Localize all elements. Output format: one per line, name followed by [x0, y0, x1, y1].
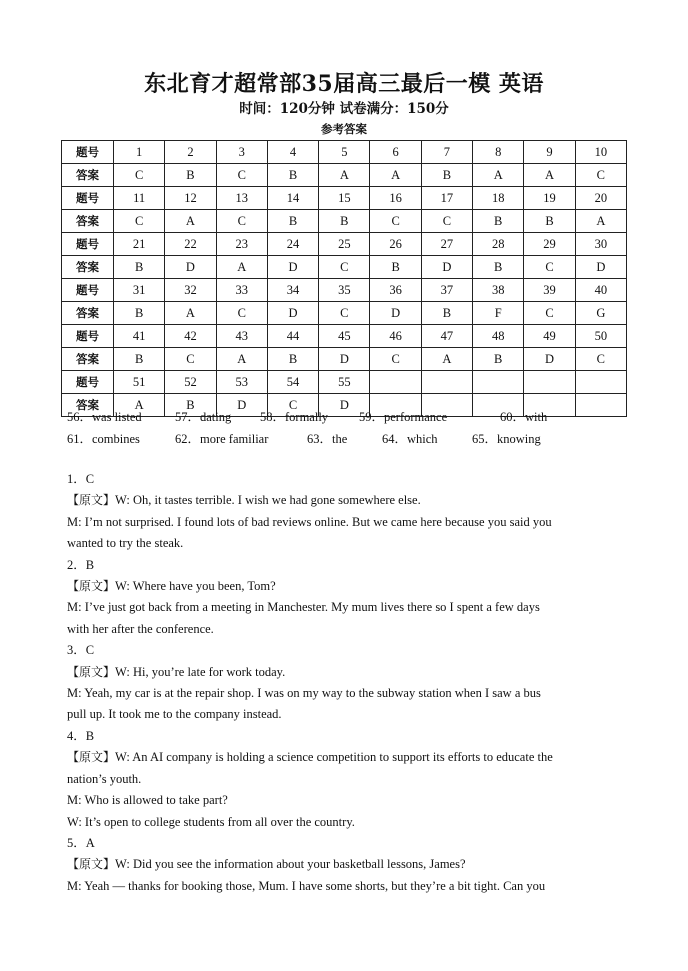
table-cell: A	[319, 164, 370, 187]
table-cell: B	[165, 394, 216, 417]
transcript-line	[67, 597, 623, 618]
table-cell: 51	[114, 371, 165, 394]
table-row	[62, 210, 627, 233]
source-tag: 【原文】	[67, 579, 116, 594]
table-cell: 6	[370, 141, 421, 164]
table-cell: 8	[473, 141, 524, 164]
table-cell: A	[165, 302, 216, 325]
table-cell: 49	[524, 325, 575, 348]
page-title: 东北育才超常部35届高三最后一模 英语	[144, 71, 544, 97]
table-cell: 30	[575, 233, 626, 256]
table-cell: D	[421, 256, 472, 279]
table-cell: C	[216, 210, 267, 233]
fill-in-answer: 56．was listed	[67, 410, 142, 424]
table-cell: B	[114, 256, 165, 279]
row-header-cell: 题号	[62, 279, 114, 302]
table-cell: 18	[473, 187, 524, 210]
table-cell: B	[267, 164, 318, 187]
table-cell: 41	[114, 325, 165, 348]
transcript-line	[67, 704, 623, 725]
table-cell: C	[216, 302, 267, 325]
table-cell: 26	[370, 233, 421, 256]
row-header-cell: 答案	[62, 394, 114, 417]
table-cell: 21	[114, 233, 165, 256]
table-cell: B	[421, 164, 472, 187]
table-cell: 16	[370, 187, 421, 210]
transcript-line	[67, 790, 623, 811]
table-row	[62, 302, 627, 325]
row-header-cell: 题号	[62, 141, 114, 164]
table-cell: 24	[267, 233, 318, 256]
exam-info: 时间：120分钟 试卷满分：150分	[239, 101, 449, 117]
transcript-text: W: Where have you been, Tom?	[115, 579, 276, 594]
fill-in-answer: 65．knowing	[472, 432, 541, 446]
fill-in-answer: 63．the	[307, 432, 348, 446]
table-cell	[421, 371, 472, 394]
table-cell: C	[216, 164, 267, 187]
row-header-cell: 答案	[62, 348, 114, 371]
table-cell: F	[473, 302, 524, 325]
transcript-text: M: I’m not surprised. I found lots of bad reviews online. But we came here because you said you	[67, 514, 552, 529]
transcript-line	[67, 876, 623, 897]
table-row	[62, 371, 627, 394]
transcript-text: W: Hi, you’re late for work today.	[115, 664, 286, 679]
transcript-text: W: Did you see the information about your basketball lessons, James?	[115, 857, 466, 872]
table-cell: 5	[319, 141, 370, 164]
table-cell: 23	[216, 233, 267, 256]
table-cell: A	[575, 210, 626, 233]
table-cell: B	[114, 302, 165, 325]
table-cell: 13	[216, 187, 267, 210]
row-header-cell: 题号	[62, 233, 114, 256]
table-cell: B	[421, 302, 472, 325]
transcript-line	[67, 533, 623, 554]
table-cell: 44	[267, 325, 318, 348]
table-row	[62, 141, 627, 164]
table-row	[62, 348, 627, 371]
source-tag: 【原文】	[67, 493, 116, 508]
table-cell: B	[267, 210, 318, 233]
table-cell: A	[524, 164, 575, 187]
table-cell: 32	[165, 279, 216, 302]
table-cell: B	[524, 210, 575, 233]
table-cell: 39	[524, 279, 575, 302]
table-cell: 33	[216, 279, 267, 302]
table-cell: 31	[114, 279, 165, 302]
table-cell: C	[370, 348, 421, 371]
answer-number: 1．C	[67, 472, 95, 486]
table-cell: C	[370, 210, 421, 233]
table-cell: C	[165, 348, 216, 371]
table-cell: 22	[165, 233, 216, 256]
transcript-text: nation’s youth.	[67, 771, 142, 786]
listening-scripts	[67, 469, 623, 897]
table-cell: 20	[575, 187, 626, 210]
table-cell: A	[114, 394, 165, 417]
table-cell: 37	[421, 279, 472, 302]
table-cell: 28	[473, 233, 524, 256]
table-cell	[473, 371, 524, 394]
table-cell: 2	[165, 141, 216, 164]
table-cell: G	[575, 302, 626, 325]
table-cell: 7	[421, 141, 472, 164]
table-cell: C	[524, 302, 575, 325]
row-header-cell: 答案	[62, 210, 114, 233]
answer-number: 5．A	[67, 835, 95, 850]
transcript-line	[67, 683, 623, 704]
table-cell: C	[114, 164, 165, 187]
table-cell	[575, 394, 626, 417]
table-cell: 25	[319, 233, 370, 256]
answer-number: 2．B	[67, 557, 95, 572]
table-cell: C	[421, 210, 472, 233]
source-tag: 【原文】	[67, 857, 116, 872]
transcript-text: M: Yeah, my car is at the repair shop. I was on my way to the subway station when I saw a bus	[67, 686, 541, 701]
table-cell: D	[267, 302, 318, 325]
transcript-text: with her after the conference.	[67, 621, 214, 636]
table-cell	[370, 371, 421, 394]
table-cell: 55	[319, 371, 370, 394]
transcript-line	[67, 854, 623, 875]
source-tag: 【原文】	[67, 750, 116, 765]
table-cell: C	[319, 256, 370, 279]
table-cell: A	[473, 164, 524, 187]
table-cell: 4	[267, 141, 318, 164]
table-cell: D	[216, 394, 267, 417]
table-cell: C	[575, 164, 626, 187]
fill-in-answer: 59．performance	[359, 410, 448, 424]
table-row	[62, 233, 627, 256]
table-cell: D	[319, 394, 370, 417]
table-cell: B	[473, 210, 524, 233]
table-cell: D	[575, 256, 626, 279]
table-cell: B	[473, 348, 524, 371]
transcript-line	[67, 747, 623, 768]
table-cell: A	[216, 348, 267, 371]
table-cell: 38	[473, 279, 524, 302]
table-cell: 9	[524, 141, 575, 164]
table-cell: D	[319, 348, 370, 371]
table-cell: 42	[165, 325, 216, 348]
table-cell: D	[370, 302, 421, 325]
table-cell: 46	[370, 325, 421, 348]
fill-in-answer: 58．formally	[260, 410, 329, 424]
table-cell: A	[370, 164, 421, 187]
transcript-text: M: Yeah — thanks for booking those, Mum. I have some shorts, but they’re a bit tight. Can you	[67, 878, 546, 893]
table-cell: C	[267, 394, 318, 417]
table-cell: 10	[575, 141, 626, 164]
table-cell: A	[216, 256, 267, 279]
table-cell: C	[319, 302, 370, 325]
table-cell: 11	[114, 187, 165, 210]
row-header-cell: 题号	[62, 187, 114, 210]
transcript-line	[67, 619, 623, 640]
transcript-text: W: An AI company is holding a science competition to support its efforts to educate the	[115, 750, 553, 765]
transcript-text: wanted to try the steak.	[67, 536, 184, 551]
answers-heading: 参考答案	[321, 122, 367, 136]
table-cell: 43	[216, 325, 267, 348]
table-cell: B	[370, 256, 421, 279]
row-header-cell: 答案	[62, 164, 114, 187]
table-cell: 53	[216, 371, 267, 394]
table-cell: 12	[165, 187, 216, 210]
table-cell: 48	[473, 325, 524, 348]
transcript-line	[67, 769, 623, 790]
transcript-line	[67, 812, 623, 833]
table-cell: 40	[575, 279, 626, 302]
table-cell: 52	[165, 371, 216, 394]
table-cell: B	[473, 256, 524, 279]
table-cell: 19	[524, 187, 575, 210]
table-cell: C	[524, 256, 575, 279]
fill-in-answer: 64．which	[382, 432, 438, 446]
table-cell: 17	[421, 187, 472, 210]
transcript-text: M: I’ve just got back from a meeting in Manchester. My mum lives there so I spent a few days	[67, 600, 540, 615]
row-header-cell: 题号	[62, 325, 114, 348]
table-cell: A	[165, 210, 216, 233]
transcript-line	[67, 512, 623, 533]
fill-in-answer: 61．combines	[67, 432, 140, 446]
transcript-text: W: Oh, it tastes terrible. I wish we had gone somewhere else.	[115, 493, 421, 508]
transcript-line	[67, 490, 623, 511]
table-row	[62, 279, 627, 302]
table-cell: D	[524, 348, 575, 371]
row-header-cell: 题号	[62, 371, 114, 394]
table-cell	[524, 371, 575, 394]
table-cell: 36	[370, 279, 421, 302]
table-cell: C	[575, 348, 626, 371]
transcript-text: pull up. It took me to the company instead.	[67, 707, 282, 722]
transcript-line	[67, 662, 623, 683]
table-cell: C	[114, 210, 165, 233]
transcript-text: W: It’s open to college students from all over the country.	[67, 814, 355, 829]
fill-in-answer: 57．dating	[175, 410, 232, 424]
table-cell	[575, 371, 626, 394]
table-cell: 29	[524, 233, 575, 256]
table-cell: 1	[114, 141, 165, 164]
row-header-cell: 答案	[62, 302, 114, 325]
table-cell: 3	[216, 141, 267, 164]
table-cell: B	[319, 210, 370, 233]
table-cell: 35	[319, 279, 370, 302]
table-cell: 47	[421, 325, 472, 348]
answer-number: 3．C	[67, 643, 95, 658]
table-cell: 34	[267, 279, 318, 302]
table-cell: B	[267, 348, 318, 371]
table-row	[62, 256, 627, 279]
source-tag: 【原文】	[67, 664, 116, 679]
fill-in-answer: 62．more familiar	[175, 432, 269, 446]
table-cell: D	[267, 256, 318, 279]
transcript-text: M: Who is allowed to take part?	[67, 793, 228, 808]
answer-number: 4．B	[67, 728, 95, 743]
table-cell: 15	[319, 187, 370, 210]
transcript-line	[67, 576, 623, 597]
fill-in-answer: 60．with	[500, 410, 548, 424]
table-cell: 54	[267, 371, 318, 394]
table-cell: 14	[267, 187, 318, 210]
answer-key-table	[61, 140, 627, 417]
table-cell: 45	[319, 325, 370, 348]
table-row	[62, 187, 627, 210]
table-cell: 50	[575, 325, 626, 348]
table-row	[62, 325, 627, 348]
table-cell: A	[421, 348, 472, 371]
table-cell: B	[114, 348, 165, 371]
table-cell: 27	[421, 233, 472, 256]
table-cell: B	[165, 164, 216, 187]
table-row	[62, 164, 627, 187]
table-cell: D	[165, 256, 216, 279]
row-header-cell: 答案	[62, 256, 114, 279]
